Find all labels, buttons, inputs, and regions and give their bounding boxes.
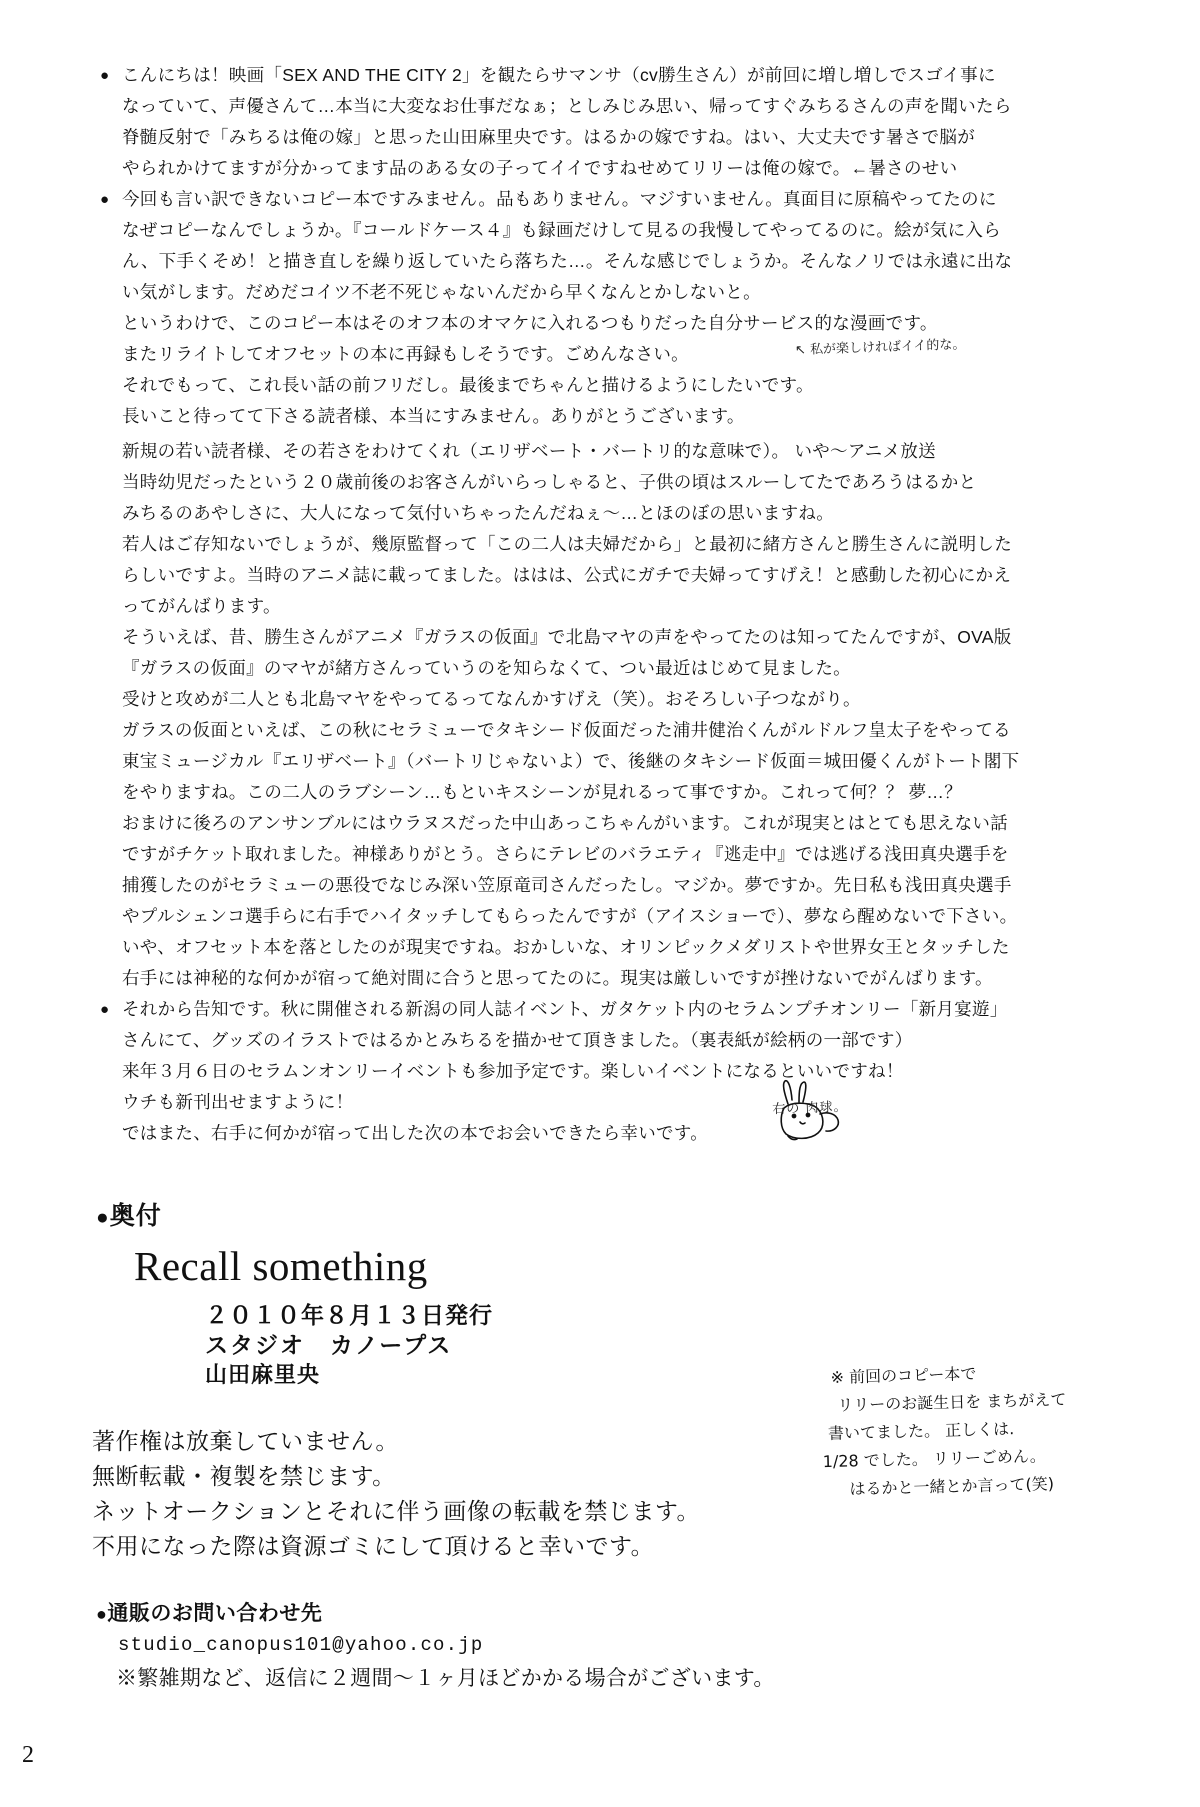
afterword-line: ● こんにちは！映画「SEX AND THE CITY 2」を観たらサマンサ（cv勝生さん）が前回に増し増しでスゴイ事に	[122, 65, 996, 85]
rights-line: 著作権は放棄していません。	[92, 1428, 399, 1454]
circle-name: スタジオ カノープス	[205, 1332, 453, 1358]
handwritten-correction-line: 書いてました。 正しくは.	[827, 1419, 1015, 1444]
afterword-line: 『ガラスの仮面』のマヤが緒方さんっていうのを知らなくて、つい最近はじめて見ました。	[122, 658, 851, 678]
colophon-title: Recall something	[134, 1243, 428, 1289]
afterword-paragraph	[100, 436, 1110, 994]
afterword-line: 長いこと待ってて下さる読者様、本当にすみません。ありがとうございます。	[122, 406, 745, 426]
handwritten-correction-line: 1/28 でした。 リリーごめん。	[822, 1446, 1047, 1472]
publish-date: ２０１０年８月１３日発行	[205, 1302, 493, 1328]
afterword-line: ガラスの仮面といえば、この秋にセラミューでタキシード仮面だった浦井健治くんがルドルフ皇太子をやってる	[122, 720, 1011, 740]
afterword-line: らしいですよ。当時のアニメ誌に載ってました。ははは、公式にガチで夫婦ってすげえ！と感動した初心にかえ	[122, 565, 1012, 585]
afterword-line: をやりますね。この二人のラブシーン…もといキスシーンが見れるって事ですか。これって何？？ 夢…？	[122, 782, 963, 802]
afterword-line: 右手には神秘的な何かが宿って絶対間に合うと思ってたのに。現実は厳しいですが挫けないでがんばります。	[122, 968, 993, 988]
contact-email: studio_canopus101@yahoo.co.jp	[118, 1634, 484, 1656]
afterword-line: なぜコピーなんでしょうか。『コールドケース４』も録画だけして見るの我慢してやってるのに。絵が気に入ら	[122, 220, 1001, 240]
afterword-line: いや、オフセット本を落としたのが現実ですね。おかしいな、オリンピックメダリストや世界女王とタッチした	[122, 937, 1010, 957]
afterword-line: 来年３月６日のセラムンオンリーイベントも参加予定です。楽しいイベントになるといいですね！	[122, 1061, 904, 1081]
afterword-line: というわけで、このコピー本はそのオフ本のオマケに入れるつもりだった自分サービス的な漫画です。	[122, 313, 938, 333]
afterword-line: ん、下手くそめ！と描き直しを繰り返していたら落ちた…。そんな感じでしょうか。そんなノリでは永遠に出な	[122, 251, 1013, 271]
handwritten-correction-line: リリーのお誕生日を まちがえて	[837, 1389, 1067, 1415]
afterword-line: ってがんばります。	[122, 596, 281, 616]
afterword-paragraph	[100, 994, 1110, 1149]
contact-note: ※繁雑期など、返信に２週間～１ヶ月ほどかかる場合がございます。	[116, 1667, 775, 1690]
afterword-line: そういえば、昔、勝生さんがアニメ『ガラスの仮面』で北島マヤの声をやってたのは知ってたんですが、OVA版	[122, 627, 1012, 647]
contact-heading-label: 通販のお問い合わせ先	[107, 1602, 323, 1625]
afterword-paragraph	[100, 308, 1110, 432]
afterword-line: それでもって、これ長い話の前フリだし。最後までちゃんと描けるようにしたいです。	[122, 375, 814, 395]
afterword-line: 受けと攻めが二人とも北島マヤをやってるってなんかすげえ（笑）。おそろしい子つながり。	[122, 689, 861, 709]
afterword-line: ウチも新刊出せますように！	[122, 1092, 354, 1112]
afterword-line: ですがチケット取れました。神様ありがとう。さらにテレビのバラエティ『逃走中』では逃げる浅田真央選手を	[122, 844, 1009, 864]
afterword-line: みちるのあやしさに、大人になって気付いちゃったんだねぇ～…とほのぼの思いますね。	[122, 503, 834, 523]
afterword-line: 若人はご存知ないでしょうが、幾原監督って「この二人は夫婦だから」と最初に緒方さんと勝生さんに説明した	[122, 534, 1012, 554]
rights-notice	[92, 1424, 700, 1564]
colophon-publication-info	[205, 1300, 493, 1390]
handwritten-note-inline: ↖ 私が楽しければイイ的な。	[794, 337, 966, 359]
colophon-heading	[96, 1196, 162, 1232]
handwritten-correction-line: はるかと一緒とか言って(笑)	[849, 1474, 1055, 1499]
rights-line: 不用になった際は資源ゴミにして頂けると幸いです。	[92, 1533, 655, 1559]
contact-heading	[96, 1597, 322, 1627]
afterword-line: 東宝ミュージカル『エリザベート』（バートリじゃないよ）で、後継のタキシード仮面＝城田優くんがトート閣下	[122, 751, 1020, 771]
afterword-section	[100, 60, 1110, 1149]
afterword-line: ではまた、右手に何かが宿って出した次の本でお会いできたら幸いです。	[122, 1123, 708, 1143]
afterword-line: ● それから告知です。秋に開催される新潟の同人誌イベント、ガタケット内のセラムンプチオンリー「新月宴遊」	[122, 999, 1008, 1019]
afterword-line: 新規の若い読者様、その若さをわけてくれ（エリザベート・バートリ的な意味で）。 いや～アニメ放送	[122, 441, 936, 461]
afterword-paragraph	[100, 184, 1110, 308]
afterword-line: 脊髄反射で「みちるは俺の嫁」と思った山田麻里央です。はるかの嫁ですね。はい、大丈夫です暑さで脳が	[122, 127, 975, 147]
bullet-icon: ●	[96, 1604, 108, 1624]
afterword-line: さんにて、グッズのイラストではるかとみちるを描かせて頂きました。（裏表紙が絵柄の一部です）	[122, 1030, 913, 1050]
afterword-line: 当時幼児だったという２０歳前後のお客さんがいらっしゃると、子供の頃はスルーしてたであろうはるかと	[122, 472, 977, 492]
afterword-line: なっていて、声優さんて…本当に大変なお仕事だなぁ；としみじみ思い、帰ってすぐみちるさんの声を聞いたら	[122, 96, 1012, 116]
afterword-line: おまけに後ろのアンサンブルにはウラヌスだった中山あっこちゃんがいます。これが現実とはとても思えない話	[122, 813, 1008, 833]
colophon-heading-label: 奥付	[109, 1202, 162, 1230]
afterword-line: ● 今回も言い訳できないコピー本ですみません。品もありません。マジすいません。真面目に原稿やってたのに	[122, 189, 997, 209]
bullet-icon: ●	[96, 1206, 110, 1229]
afterword-paragraph	[100, 60, 1110, 184]
handwritten-signature-label: 右の 肉球。	[772, 1099, 848, 1118]
afterword-line: 捕獲したのがセラミューの悪役でなじみ深い笠原竜司さんだったし。マジか。夢ですか。先日私も浅田真央選手	[122, 875, 1012, 895]
handwritten-correction-line: ※ 前回のコピー本で	[830, 1364, 977, 1387]
rights-line: 無断転載・複製を禁じます。	[92, 1463, 396, 1489]
handwritten-note-correction	[820, 1356, 1144, 1504]
rights-line: ネットオークションとそれに伴う画像の転載を禁じます。	[92, 1498, 701, 1524]
page-number: 2	[22, 1742, 34, 1768]
afterword-line: い気がします。だめだコイツ不老不死じゃないんだから早くなんとかしないと。	[122, 282, 761, 302]
afterword-line: またリライトしてオフセットの本に再録もしそうです。ごめんなさい。	[122, 344, 689, 364]
afterword-line: やプルシェンコ選手らに右手でハイタッチしてもらったんですが（アイスショーで）、夢なら醒めないで下さい。	[122, 906, 1018, 926]
author-name: 山田麻里央	[205, 1362, 321, 1387]
afterword-line: やられかけてますが分かってます品のある女の子ってイイですねせめてリリーは俺の嫁で。←暑さのせい	[122, 158, 958, 178]
